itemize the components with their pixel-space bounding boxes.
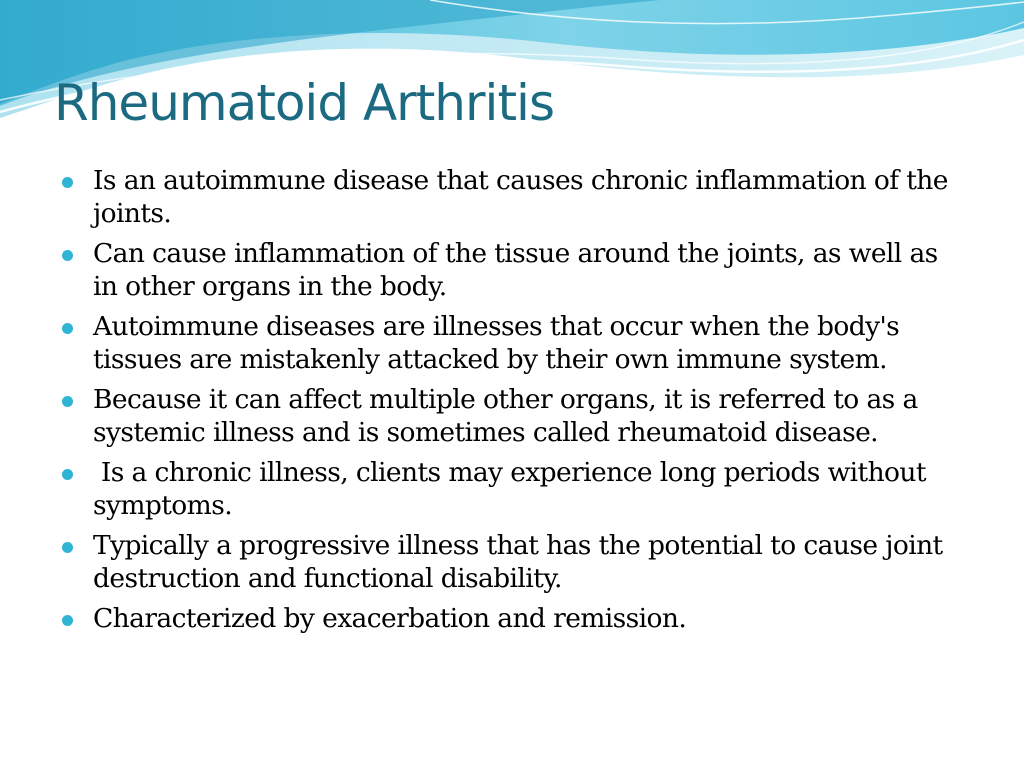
bullet-item (62, 383, 962, 449)
bullet-text: Autoimmune diseases are illnesses that occur when the body's tissues are mistakenly attacked by their own immune system. (93, 311, 907, 375)
bullet-item (62, 456, 962, 522)
bullet-dot-icon (62, 615, 73, 626)
bullet-dot-icon (62, 177, 73, 188)
bullet-dot-icon (62, 542, 73, 553)
bullet-dot-icon (62, 396, 73, 407)
bullet-dot-icon (62, 323, 73, 334)
slide-title: Rheumatoid Arthritis (54, 74, 554, 132)
bullet-text: Typically a progressive illness that has the potential to cause joint destruction and functional disability. (93, 530, 951, 594)
bullet-list (62, 164, 962, 642)
bullet-text: Is an autoimmune disease that causes chronic inflammation of the joints. (93, 165, 956, 229)
bullet-item (62, 602, 962, 635)
bullet-dot-icon (62, 250, 73, 261)
bullet-dot-icon (62, 469, 73, 480)
bullet-text: Is a chronic illness, clients may experience long periods without symptoms. (93, 457, 934, 521)
bullet-item (62, 529, 962, 595)
bullet-text: Because it can affect multiple other organs, it is referred to as a systemic illness and is sometimes called rheumatoid disease. (93, 384, 926, 448)
bullet-text: Characterized by exacerbation and remission. (93, 603, 687, 634)
bullet-item (62, 237, 962, 303)
bullet-item (62, 310, 962, 376)
bullet-text: Can cause inflammation of the tissue around the joints, as well as in other organs in the body. (93, 238, 946, 302)
bullet-item (62, 164, 962, 230)
